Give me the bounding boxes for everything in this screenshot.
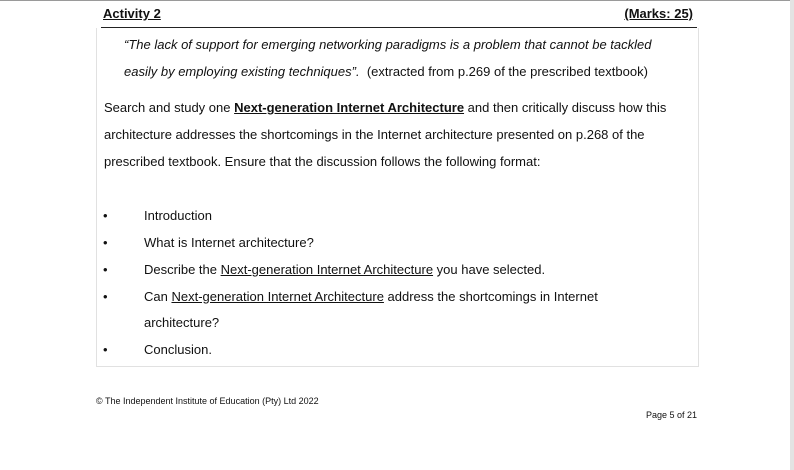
item-text: Can — [144, 289, 172, 304]
activity-marks: (Marks: 25) — [624, 6, 693, 21]
copyright-footer: © The Independent Institute of Education (Pty) Ltd 2022 — [96, 396, 319, 406]
item-text: Describe the — [144, 262, 221, 277]
list-item-conclusion: Conclusion. — [144, 342, 212, 357]
nga-emphasis: Next-generation Internet Architecture — [234, 100, 465, 115]
list-item-introduction: Introduction — [144, 208, 212, 223]
list-item-describe — [144, 262, 545, 277]
activity-header — [101, 5, 697, 28]
page-top-border — [0, 0, 794, 1]
bullet-dot: • — [103, 262, 108, 277]
bullet-dot: • — [103, 289, 108, 304]
item-text: address the shortcomings in Internet — [383, 289, 598, 304]
instruction-line-3: prescribed textbook. Ensure that the discussion follows the following format: — [104, 154, 541, 169]
quote-source: (extracted from p.269 of the prescribed textbook) — [366, 64, 648, 79]
nga-underlined: Next-generation Internet Architecture — [171, 289, 384, 304]
quote-line-2 — [124, 64, 648, 79]
item-text: you have selected. — [433, 262, 546, 277]
nga-underlined: Next-generation Internet Architecture — [220, 262, 434, 277]
instruction-text: Search and study one — [104, 100, 235, 115]
instruction-text: and then critically discuss how this — [464, 100, 667, 115]
bullet-dot: • — [103, 208, 108, 223]
scrollbar-track[interactable] — [790, 0, 794, 470]
list-item-what-is: What is Internet architecture? — [144, 235, 314, 250]
bullet-dot: • — [103, 342, 108, 357]
list-item-can-continued: architecture? — [144, 315, 220, 330]
page-number: Page 5 of 21 — [645, 410, 697, 420]
bullet-dot: • — [103, 235, 108, 250]
quote-line-2-italic: easily by employing existing techniques”. — [124, 64, 360, 79]
instruction-line-2: architecture addresses the shortcomings in the Internet architecture presented on p.268 of the — [104, 127, 645, 142]
list-item-can — [144, 289, 598, 304]
quote-line-1: “The lack of support for emerging networking paradigms is a problem that cannot be tackled — [124, 37, 652, 52]
activity-title: Activity 2 — [103, 6, 161, 21]
instruction-line-1 — [104, 100, 666, 115]
